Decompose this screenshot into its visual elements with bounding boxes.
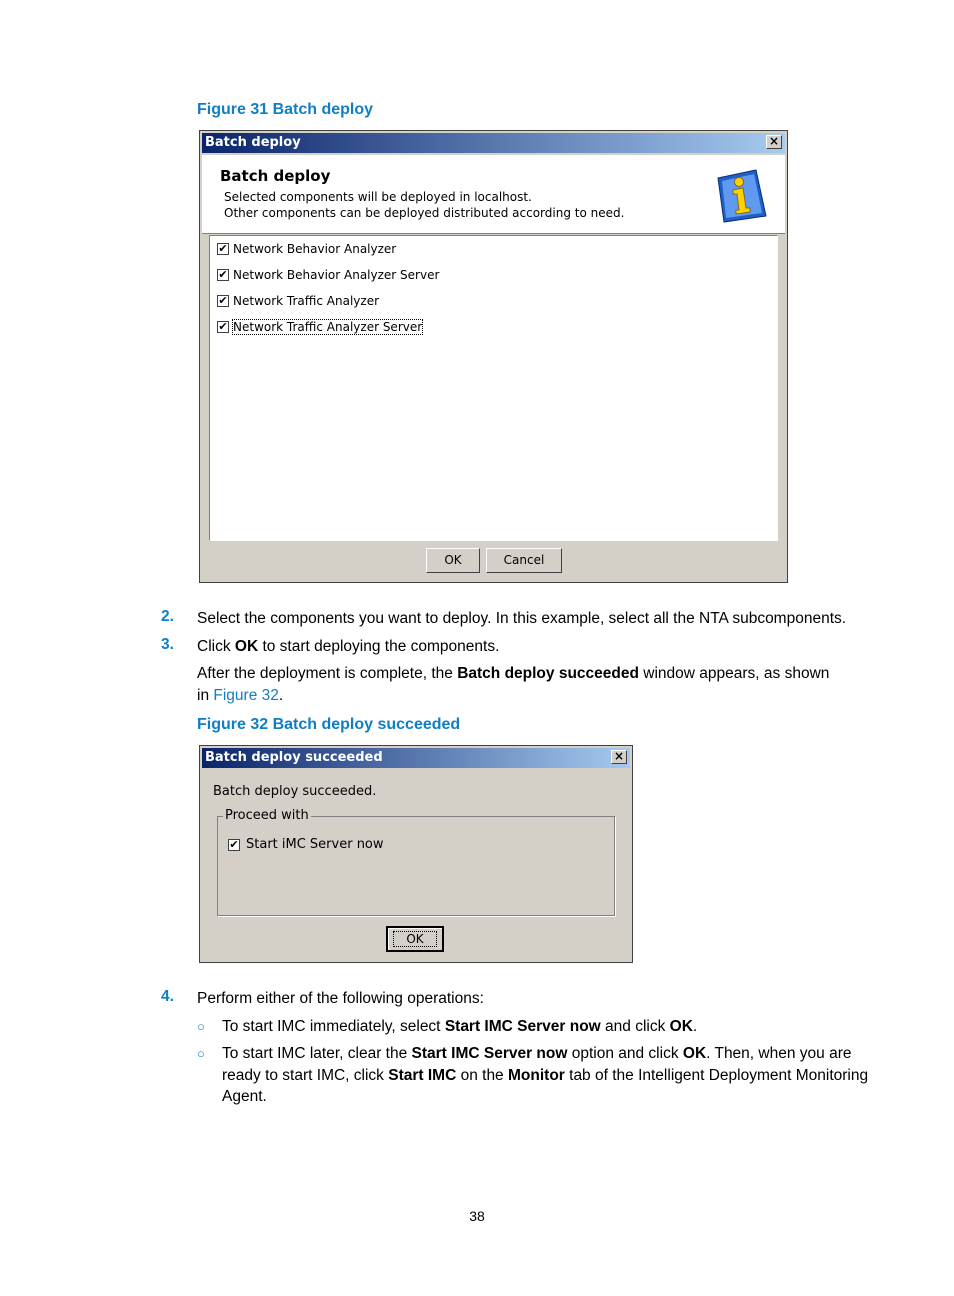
cancel-button[interactable]: Cancel xyxy=(486,548,562,573)
ok-button-label: OK xyxy=(394,932,435,946)
after-deploy-text-line2: in Figure 32. xyxy=(197,687,284,704)
header-title: Batch deploy xyxy=(220,167,331,185)
dialog-title: Batch deploy succeeded xyxy=(205,750,383,765)
checkbox-nta-server[interactable]: ✔ xyxy=(218,320,228,333)
bullet-2-text-line2: ready to start IMC, click Start IMC on the Monitor tab of the Intelligent Deployment Monitoring xyxy=(222,1067,869,1084)
figure-32-caption: Figure 32 Batch deploy succeeded xyxy=(197,716,461,733)
info-icon xyxy=(712,166,768,224)
step-4-number: 4. xyxy=(161,988,174,1005)
proceed-with-group xyxy=(217,808,615,916)
bullet-1-text: To start IMC immediately, select Start IMC Server now and click OK. xyxy=(222,1018,698,1035)
group-label: Proceed with xyxy=(225,808,309,823)
list-item-label: Network Traffic Analyzer xyxy=(233,294,380,308)
dialog-titlebar xyxy=(202,748,630,768)
ok-button[interactable] xyxy=(386,926,444,952)
batch-deploy-succeeded-dialog xyxy=(199,745,633,963)
checkbox-nta[interactable]: ✔ xyxy=(218,294,228,307)
close-icon[interactable]: × xyxy=(611,750,627,764)
start-imc-checkbox[interactable]: ✔ xyxy=(229,838,239,851)
header-line-1: Selected components will be deployed in localhost. xyxy=(224,190,532,204)
success-message: Batch deploy succeeded. xyxy=(213,784,377,799)
step-4-text: Perform either of the following operations: xyxy=(197,990,484,1007)
close-icon[interactable]: × xyxy=(766,135,782,149)
bullet-2-icon: ○ xyxy=(197,1046,205,1061)
dialog-header xyxy=(202,155,785,234)
step-3-text: Click OK to start deploying the components. xyxy=(197,638,500,655)
figure-32-link[interactable]: Figure 32 xyxy=(213,687,279,704)
ok-button[interactable]: OK xyxy=(426,548,480,573)
step-2-text: Select the components you want to deploy. In this example, select all the NTA subcomponents. xyxy=(197,610,847,627)
after-deploy-text: After the deployment is complete, the Batch deploy succeeded window appears, as shown xyxy=(197,665,830,682)
header-line-2: Other components can be deployed distributed according to need. xyxy=(224,206,625,220)
component-list xyxy=(209,235,778,541)
list-item-label-focused: Network Traffic Analyzer Server xyxy=(233,320,423,334)
step-2-number: 2. xyxy=(161,608,174,625)
batch-deploy-dialog xyxy=(199,130,788,583)
dialog-titlebar xyxy=(202,133,785,153)
dialog-title: Batch deploy xyxy=(205,135,301,150)
page-number: 38 xyxy=(469,1208,485,1224)
checkbox-nba-server[interactable]: ✔ xyxy=(218,268,228,281)
list-item-label: Network Behavior Analyzer Server xyxy=(233,268,440,282)
start-imc-label: Start iMC Server now xyxy=(246,837,384,852)
checkbox-nba[interactable]: ✔ xyxy=(218,242,228,255)
bullet-1-icon: ○ xyxy=(197,1019,205,1034)
bullet-2-text-line1: To start IMC later, clear the Start IMC Server now option and click OK. Then, when you are xyxy=(222,1045,852,1062)
step-3-number: 3. xyxy=(161,636,174,653)
figure-31-caption: Figure 31 Batch deploy xyxy=(197,101,374,118)
bullet-2-text-line3: Agent. xyxy=(222,1088,267,1105)
list-item-label: Network Behavior Analyzer xyxy=(233,242,397,256)
